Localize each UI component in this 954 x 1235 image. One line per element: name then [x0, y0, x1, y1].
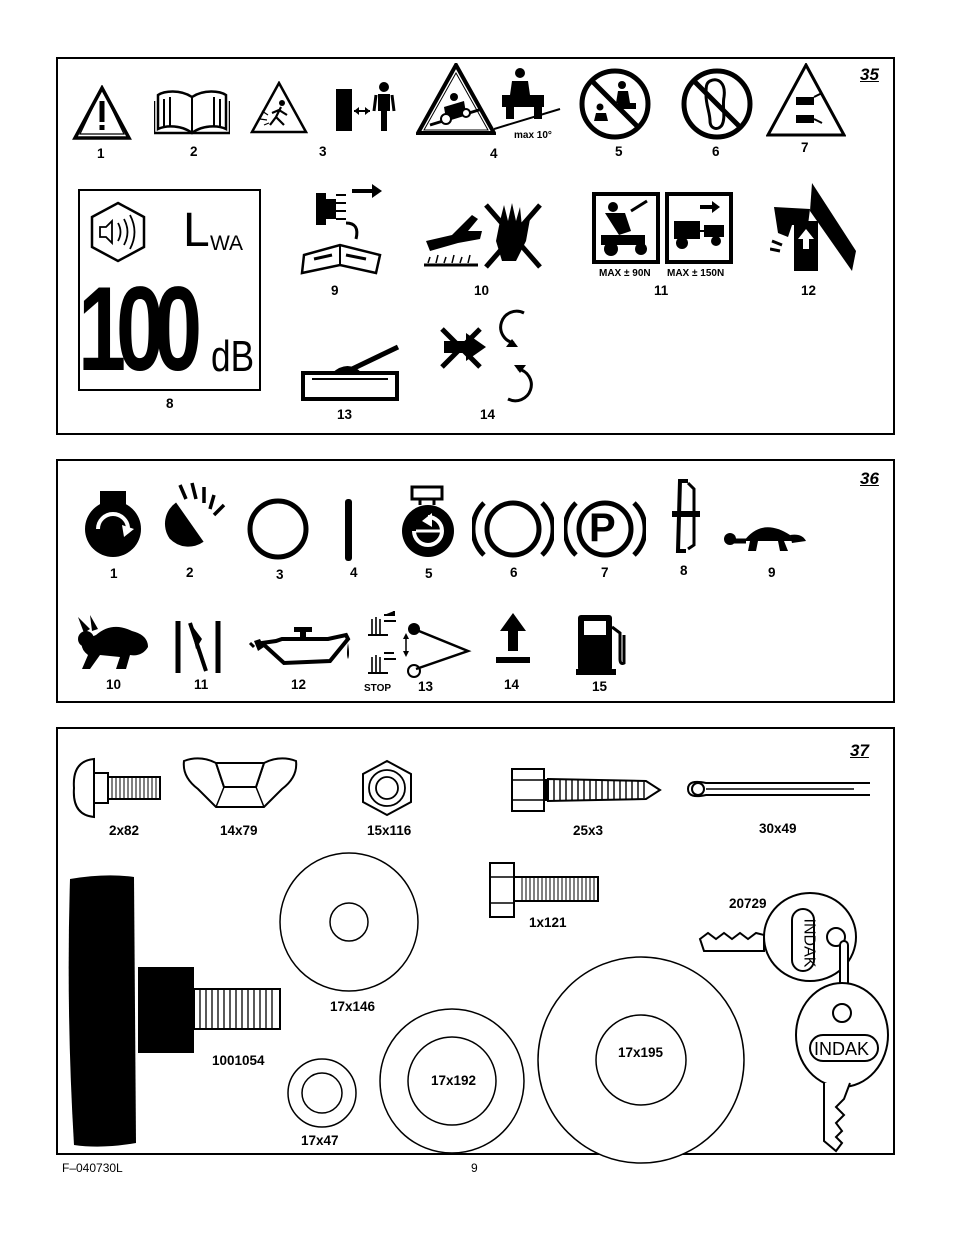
panel-number: 35: [860, 65, 879, 84]
part-label: 17x146: [330, 999, 376, 1014]
cotter-pin-icon: [684, 773, 874, 803]
thrown-objects-icon: [250, 81, 308, 135]
part-label: 2x82: [109, 823, 140, 838]
hand-blade-contact-icon: [422, 201, 544, 273]
label-11: 11: [654, 283, 669, 298]
label-3: 3: [319, 144, 327, 159]
panel-number: 36: [860, 469, 879, 488]
key-brand-upper: INDAK: [800, 918, 818, 968]
label-6: 6: [712, 144, 720, 159]
label-10: 10: [106, 677, 122, 692]
label-3: 3: [276, 567, 284, 582]
slope-rollover-icon: [416, 63, 496, 135]
washer-17x47-icon: [286, 1057, 358, 1129]
choke-lever-icon: [300, 343, 402, 403]
db-unit: dB: [211, 332, 255, 381]
label-13: 13: [337, 407, 353, 422]
max-angle-text: max 10°: [514, 130, 552, 141]
carriage-bolt-icon: [70, 755, 162, 821]
lwa-subscript: WA: [210, 232, 244, 255]
rotating-blade-icon: [436, 303, 546, 407]
brake-icon: [472, 495, 554, 563]
label-4: 4: [490, 146, 498, 161]
parking-letter: P: [589, 506, 616, 550]
blade-hand-warning-icon: [766, 63, 846, 137]
label-14: 14: [504, 677, 520, 692]
maintenance-manual-icon: [300, 183, 386, 279]
label-7: 7: [801, 140, 809, 155]
key-brand-lower: INDAK: [814, 1039, 870, 1059]
interlock-icon: [670, 479, 702, 553]
wing-nut-icon: [180, 753, 300, 809]
label-9: 9: [768, 565, 776, 580]
tow-force-decal: [664, 191, 734, 265]
page-number: 9: [471, 1161, 478, 1175]
tapping-screw-icon: [510, 765, 662, 815]
label-12: 12: [801, 283, 817, 298]
lift-force-decal: [591, 191, 661, 265]
label-10: 10: [474, 283, 490, 298]
label-6: 6: [510, 565, 518, 580]
part-label: 20729: [729, 896, 767, 911]
part-label: 17x47: [301, 1133, 339, 1148]
part-label: 1x121: [529, 915, 567, 930]
decal-panel-35: [56, 57, 895, 435]
label-8: 8: [680, 563, 688, 578]
oil-can-icon: [248, 625, 352, 673]
label-7: 7: [601, 565, 609, 580]
symbol-panel-36: [56, 459, 895, 703]
fuel-pump-icon: [574, 613, 630, 677]
part-label: 1001054: [212, 1053, 265, 1068]
document-code: F–040730L: [62, 1161, 123, 1175]
engine-start-icon: [82, 489, 144, 559]
label-2: 2: [190, 144, 198, 159]
hex-nut-icon: [360, 759, 414, 817]
part-label: 30x49: [759, 821, 797, 836]
part-label: 14x79: [220, 823, 258, 838]
label-5: 5: [615, 144, 623, 159]
label-8: 8: [166, 396, 174, 411]
tow-force-text: MAX ± 150N: [667, 268, 725, 279]
label-9: 9: [331, 283, 339, 298]
label-12: 12: [291, 677, 307, 692]
part-label: 17x192: [431, 1073, 477, 1088]
lift-force-text: MAX ± 90N: [599, 268, 651, 279]
label-5: 5: [425, 566, 433, 581]
knob-icon: [66, 871, 284, 1151]
washer-17x146-icon: [278, 851, 420, 993]
label-15: 15: [592, 679, 608, 694]
part-label: 17x195: [618, 1045, 664, 1060]
hex-bolt-icon: [488, 859, 600, 921]
slow-turtle-icon: [722, 519, 810, 555]
throttle-icon: [172, 619, 224, 675]
part-label: 15x116: [367, 823, 412, 838]
safe-distance-icon: [334, 81, 398, 135]
off-position-icon: [246, 497, 310, 561]
hardware-panel-37: [56, 727, 895, 1155]
label-1: 1: [97, 146, 105, 161]
lwa-letter: L: [183, 204, 210, 257]
headlight-icon: [160, 479, 234, 555]
stop-text: STOP: [364, 683, 392, 694]
crush-hazard-icon: [770, 181, 856, 275]
label-1: 1: [110, 566, 118, 581]
part-label: 25x3: [573, 823, 604, 838]
tractor-slope-icon: [494, 65, 562, 133]
no-foot-icon: [680, 67, 754, 141]
panel-number: 37: [850, 741, 869, 760]
label-4: 4: [350, 565, 358, 580]
fast-rabbit-icon: [76, 613, 154, 673]
label-14: 14: [480, 407, 496, 422]
ignition-keys-icon: [698, 889, 898, 1153]
label-13: 13: [418, 679, 434, 694]
no-passengers-icon: [578, 67, 652, 141]
warning-triangle-icon: [72, 85, 132, 141]
label-11: 11: [194, 677, 209, 692]
raise-arrow-icon: [494, 611, 532, 667]
label-2: 2: [186, 565, 194, 580]
on-position-icon: [342, 497, 356, 563]
deck-lift-stop-icon: [366, 611, 472, 681]
db-value: 100: [78, 262, 192, 396]
open-manual-icon: [154, 89, 230, 135]
blade-engage-icon: [398, 485, 458, 559]
